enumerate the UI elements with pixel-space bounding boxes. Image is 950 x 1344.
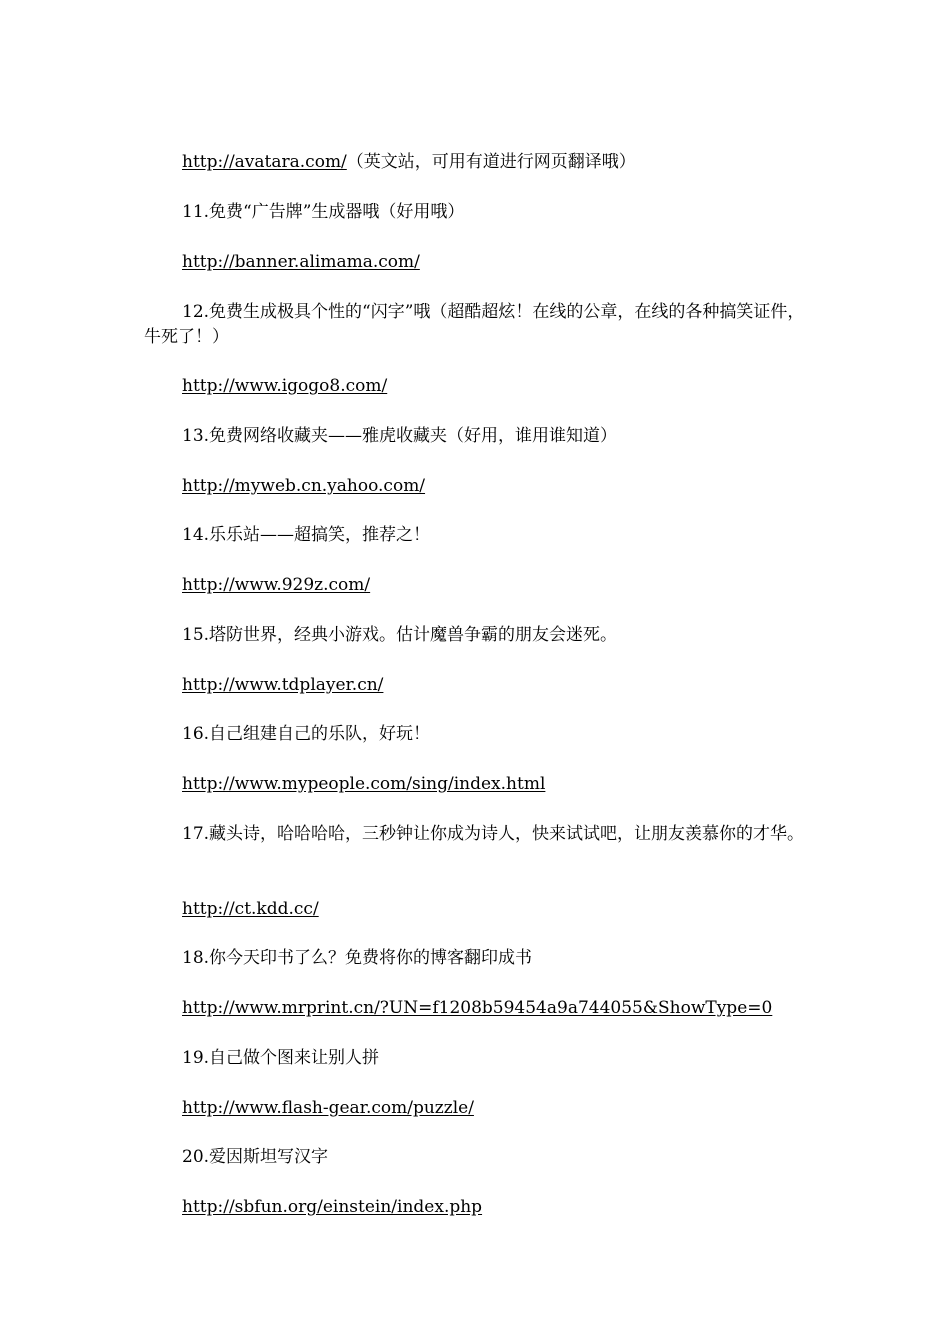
paragraph-avatara — [144, 150, 808, 175]
paragraph-link-banner — [144, 250, 808, 275]
paragraph-link-929z — [144, 573, 808, 598]
paragraph-link-mypeople — [144, 772, 808, 797]
link-ct-kdd[interactable]: http://ct.kdd.cc/ — [182, 899, 319, 919]
item-19-title: 19.自己做个图来让别人拼 — [182, 1048, 380, 1068]
item-17-title: 17.藏头诗，哈哈哈哈，三秒钟让你成为诗人，快来试试吧，让朋友羡慕你的才华。 — [182, 824, 805, 844]
paragraph-link-igogo8 — [144, 374, 808, 399]
link-banner-alimama[interactable]: http://banner.alimama.com/ — [182, 252, 420, 272]
link-avatara[interactable]: http://avatara.com/ — [182, 152, 347, 172]
avatara-note: （英文站，可用有道进行网页翻译哦） — [346, 152, 636, 172]
item-20-title: 20.爱因斯坦写汉字 — [182, 1147, 329, 1167]
link-mypeople-sing[interactable]: http://www.mypeople.com/sing/index.html — [182, 774, 546, 794]
paragraph-link-kdd — [144, 897, 808, 922]
link-tdplayer[interactable]: http://www.tdplayer.cn/ — [182, 675, 384, 695]
link-flash-gear-puzzle[interactable]: http://www.flash-gear.com/puzzle/ — [182, 1098, 474, 1118]
link-929z[interactable]: http://www.929z.com/ — [182, 575, 371, 595]
paragraph-link-sbfun — [144, 1195, 808, 1220]
paragraph-link-flash-gear — [144, 1096, 808, 1121]
item-11-title: 11.免费“广告牌”生成器哦（好用哦） — [182, 202, 465, 222]
paragraph-link-mrprint — [144, 996, 808, 1021]
paragraph-link-tdplayer — [144, 673, 808, 698]
link-sbfun-einstein[interactable]: http://sbfun.org/einstein/index.php — [182, 1197, 483, 1217]
item-15-title: 15.塔防世界，经典小游戏。估计魔兽争霸的朋友会迷死。 — [182, 625, 618, 645]
paragraph-link-yahoo — [144, 474, 808, 499]
item-18-title: 18.你今天印书了么？免费将你的博客翻印成书 — [182, 948, 533, 968]
item-12-title: 12.免费生成极具个性的“闪字”哦（超酷超炫！在线的公章，在线的各种搞笑证件，牛死了！） — [144, 302, 805, 347]
link-igogo8[interactable]: http://www.igogo8.com/ — [182, 376, 388, 396]
item-14-title: 14.乐乐站——超搞笑，推荐之！ — [182, 525, 431, 545]
link-myweb-yahoo[interactable]: http://myweb.cn.yahoo.com/ — [182, 476, 426, 496]
item-16-title: 16.自己组建自己的乐队，好玩！ — [182, 724, 431, 744]
item-13-title: 13.免费网络收藏夹——雅虎收藏夹（好用，谁用谁知道） — [182, 426, 618, 446]
link-mrprint[interactable]: http://www.mrprint.cn/?UN=f1208b59454a9a744055&ShowType=0 — [182, 998, 773, 1018]
